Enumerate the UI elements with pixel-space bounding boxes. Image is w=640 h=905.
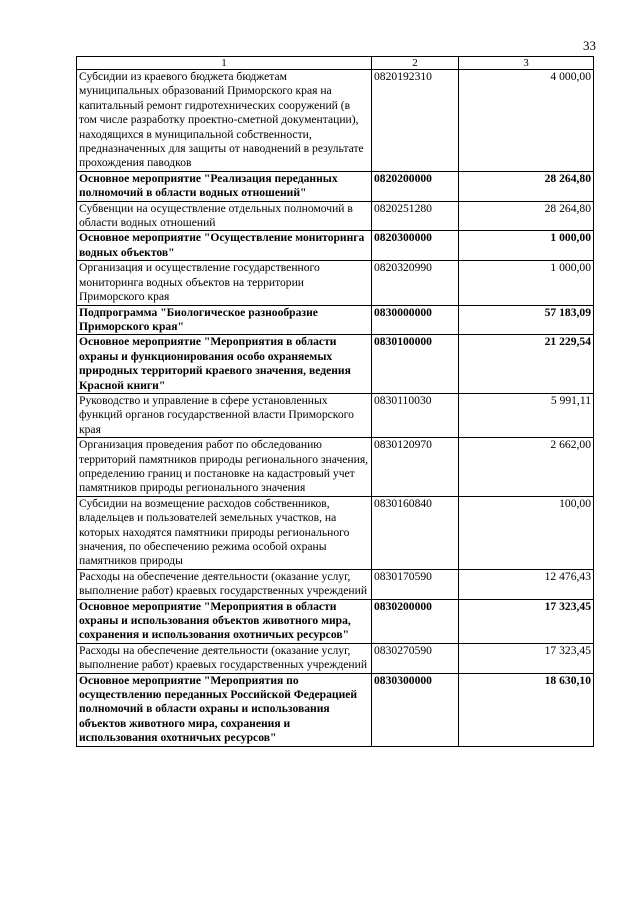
row-description: Основное мероприятие "Мероприятия по осуществлению переданных Российской Федерацией полномочий в области охраны и использования объектов животного мира, сохранения и использования охотничьих ресурсов" bbox=[77, 673, 372, 746]
table-row bbox=[77, 496, 594, 569]
row-code: 0820192310 bbox=[372, 70, 459, 172]
header-col-1: 1 bbox=[77, 57, 372, 70]
row-amount: 5 991,11 bbox=[459, 393, 594, 437]
header-col-2: 2 bbox=[372, 57, 459, 70]
row-description: Субсидии из краевого бюджета бюджетам муниципальных образований Приморского края на капитальный ремонт гидротехнических сооружений (в том числе разработку проектно-сметной документации), находящихся в муниципальной собственности, предназначенных для защиты от наводнений в результате прохождения паводков bbox=[77, 70, 372, 172]
header-col-3: 3 bbox=[459, 57, 594, 70]
row-code: 0830170590 bbox=[372, 569, 459, 599]
row-amount: 2 662,00 bbox=[459, 438, 594, 497]
row-amount: 21 229,54 bbox=[459, 335, 594, 394]
table-row bbox=[77, 171, 594, 201]
row-description: Основное мероприятие "Мероприятия в области охраны и функционирования особо охраняемых природных территорий краевого значения, ведения Красной книги" bbox=[77, 335, 372, 394]
row-description: Субвенции на осуществление отдельных полномочий в области водных отношений bbox=[77, 201, 372, 231]
row-amount: 12 476,43 bbox=[459, 569, 594, 599]
table-row bbox=[77, 70, 594, 172]
table-row bbox=[77, 335, 594, 394]
row-amount: 18 630,10 bbox=[459, 673, 594, 746]
table-header-row bbox=[77, 57, 594, 70]
row-description: Расходы на обеспечение деятельности (оказание услуг, выполнение работ) краевых государственных учреждений bbox=[77, 569, 372, 599]
row-amount: 100,00 bbox=[459, 496, 594, 569]
row-description: Подпрограмма "Биологическое разнообразие Приморского края" bbox=[77, 305, 372, 335]
row-amount: 28 264,80 bbox=[459, 171, 594, 201]
table-row bbox=[77, 393, 594, 437]
row-code: 0820300000 bbox=[372, 231, 459, 261]
row-description: Расходы на обеспечение деятельности (оказание услуг, выполнение работ) краевых государственных учреждений bbox=[77, 643, 372, 673]
table-row bbox=[77, 569, 594, 599]
row-amount: 1 000,00 bbox=[459, 231, 594, 261]
table-row bbox=[77, 599, 594, 643]
row-code: 0820200000 bbox=[372, 171, 459, 201]
row-code: 0830200000 bbox=[372, 599, 459, 643]
row-description: Основное мероприятие "Реализация переданных полномочий в области водных отношений" bbox=[77, 171, 372, 201]
row-description: Основное мероприятие "Осуществление мониторинга водных объектов" bbox=[77, 231, 372, 261]
row-code: 0830100000 bbox=[372, 335, 459, 394]
row-code: 0830300000 bbox=[372, 673, 459, 746]
table-row bbox=[77, 261, 594, 305]
row-amount: 1 000,00 bbox=[459, 261, 594, 305]
row-description: Руководство и управление в сфере установленных функций органов государственной власти Приморского края bbox=[77, 393, 372, 437]
budget-table bbox=[76, 56, 594, 747]
row-code: 0830160840 bbox=[372, 496, 459, 569]
row-amount: 4 000,00 bbox=[459, 70, 594, 172]
table-row bbox=[77, 438, 594, 497]
row-amount: 17 323,45 bbox=[459, 643, 594, 673]
page-number: 33 bbox=[583, 38, 596, 53]
row-description: Субсидии на возмещение расходов собственников, владельцев и пользователей земельных участков, на которых находятся памятники природы регионального значения, по обеспечению режима особой охраны памятников природы bbox=[77, 496, 372, 569]
table-row bbox=[77, 673, 594, 746]
table-row bbox=[77, 643, 594, 673]
row-code: 0830000000 bbox=[372, 305, 459, 335]
row-code: 0830120970 bbox=[372, 438, 459, 497]
row-description: Организация и осуществление государственного мониторинга водных объектов на территории Приморского края bbox=[77, 261, 372, 305]
row-code: 0830270590 bbox=[372, 643, 459, 673]
row-code: 0830110030 bbox=[372, 393, 459, 437]
table-row bbox=[77, 305, 594, 335]
row-amount: 17 323,45 bbox=[459, 599, 594, 643]
table-row bbox=[77, 231, 594, 261]
row-description: Организация проведения работ по обследованию территорий памятников природы регионального значения, определению границ и постановке на кадастровый учет памятников природы регионального значения bbox=[77, 438, 372, 497]
row-code: 0820320990 bbox=[372, 261, 459, 305]
row-description: Основное мероприятие "Мероприятия в области охраны и использования объектов животного мира, сохранения и использования охотничьих ресурсов" bbox=[77, 599, 372, 643]
row-amount: 57 183,09 bbox=[459, 305, 594, 335]
table-row bbox=[77, 201, 594, 231]
row-amount: 28 264,80 bbox=[459, 201, 594, 231]
row-code: 0820251280 bbox=[372, 201, 459, 231]
